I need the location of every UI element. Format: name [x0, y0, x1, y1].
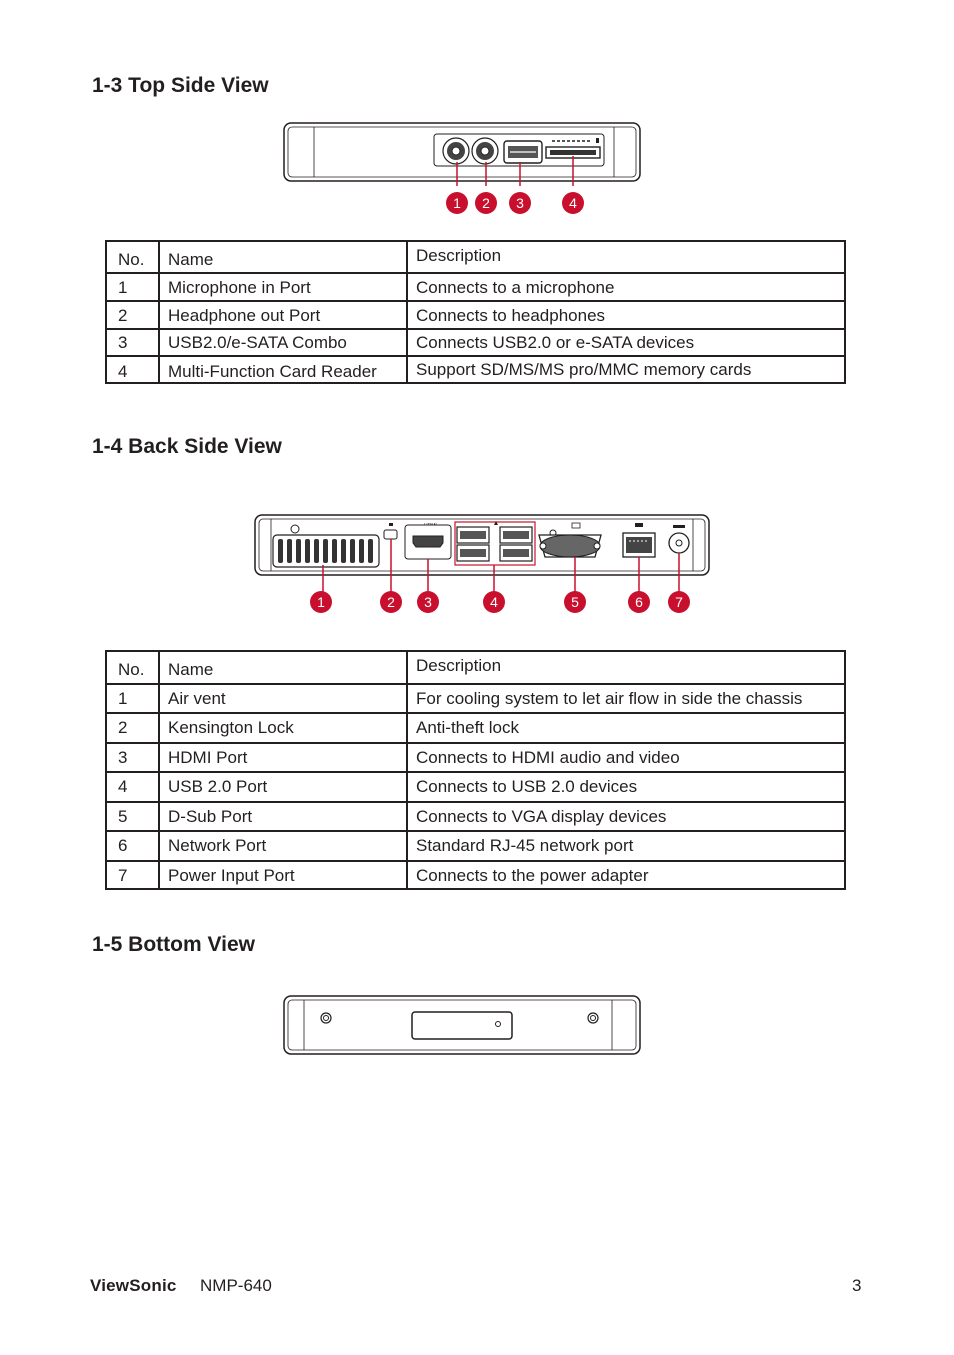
footer-model: NMP-640: [200, 1276, 272, 1295]
section-title-top-side-view: 1-3 Top Side View: [92, 74, 269, 97]
header-name: Name: [159, 241, 407, 273]
cell-no: 2: [106, 713, 159, 743]
cell-description: Connects to a microphone: [407, 273, 845, 301]
table-row: [106, 273, 845, 301]
table-row: [106, 301, 845, 329]
callout-back-3: 3: [417, 591, 439, 613]
table-header-row: [106, 651, 845, 684]
callout-back-7: 7: [668, 591, 690, 613]
cell-description: Connects USB2.0 or e-SATA devices: [407, 329, 845, 356]
bottom-cover-panel-icon: [412, 1012, 512, 1039]
screw-icon: [321, 1013, 331, 1023]
top-side-spec-table: [105, 240, 846, 384]
cell-description: For cooling system to let air flow in side the chassis: [407, 684, 845, 713]
cell-no: 3: [106, 743, 159, 772]
microphone-jack-icon: [443, 138, 469, 164]
cell-description: Connects to USB 2.0 devices: [407, 772, 845, 802]
table-header-row: [106, 241, 845, 273]
table-row: [106, 802, 845, 831]
top-side-device-illustration: [282, 120, 644, 186]
callout-back-6: 6: [628, 591, 650, 613]
header-description: Description: [407, 651, 845, 684]
table-row: [106, 772, 845, 802]
callout-top-2: 2: [475, 192, 497, 214]
cell-name: D-Sub Port: [159, 802, 407, 831]
table-row: [106, 356, 845, 383]
cell-no: 6: [106, 831, 159, 861]
header-no: No.: [106, 241, 159, 273]
cell-no: 3: [106, 329, 159, 356]
callout-top-3: 3: [509, 192, 531, 214]
cell-no: 2: [106, 301, 159, 329]
callout-top-1: 1: [446, 192, 468, 214]
usb-esata-port-icon: [504, 141, 542, 163]
cell-name: Network Port: [159, 831, 407, 861]
table-row: [106, 831, 845, 861]
cell-description: Connects to VGA display devices: [407, 802, 845, 831]
callout-back-5: 5: [564, 591, 586, 613]
bottom-device-illustration: [282, 993, 644, 1059]
cell-no: 1: [106, 684, 159, 713]
cell-no: 4: [106, 772, 159, 802]
header-name: Name: [159, 651, 407, 684]
cell-name: Kensington Lock: [159, 713, 407, 743]
table-row: [106, 684, 845, 713]
table-row: [106, 329, 845, 356]
callout-back-4: 4: [483, 591, 505, 613]
section-title-back-side-view: 1-4 Back Side View: [92, 435, 282, 458]
cell-description: Connects to HDMI audio and video: [407, 743, 845, 772]
cell-no: 4: [106, 356, 159, 383]
cell-description: Anti-theft lock: [407, 713, 845, 743]
table-row: [106, 861, 845, 889]
callout-back-2: 2: [380, 591, 402, 613]
cell-name: USB2.0/e-SATA Combo: [159, 329, 407, 356]
section-title-bottom-view: 1-5 Bottom View: [92, 933, 255, 956]
table-row: [106, 713, 845, 743]
back-side-device-illustration: [253, 513, 711, 593]
footer-page-number: 3: [852, 1276, 862, 1295]
cell-name: HDMI Port: [159, 743, 407, 772]
cell-name: Multi-Function Card Reader: [159, 356, 407, 383]
cell-description: Connects to the power adapter: [407, 861, 845, 889]
callout-top-4: 4: [562, 192, 584, 214]
header-description: Description: [407, 241, 845, 273]
cell-no: 7: [106, 861, 159, 889]
cell-no: 1: [106, 273, 159, 301]
cell-name: USB 2.0 Port: [159, 772, 407, 802]
hdmi-port-icon: [405, 523, 451, 559]
cell-description: Support SD/MS/MS pro/MMC memory cards: [407, 356, 845, 383]
screw-icon: [588, 1013, 598, 1023]
headphone-jack-icon: [472, 138, 498, 164]
cell-name: Power Input Port: [159, 861, 407, 889]
cell-name: Microphone in Port: [159, 273, 407, 301]
cell-description: Standard RJ-45 network port: [407, 831, 845, 861]
callout-back-1: 1: [310, 591, 332, 613]
back-side-spec-table: [105, 650, 846, 890]
cell-name: Air vent: [159, 684, 407, 713]
cell-name: Headphone out Port: [159, 301, 407, 329]
cell-no: 5: [106, 802, 159, 831]
footer-brand-logo: ViewSonic: [90, 1276, 177, 1295]
header-no: No.: [106, 651, 159, 684]
table-row: [106, 743, 845, 772]
cell-description: Connects to headphones: [407, 301, 845, 329]
